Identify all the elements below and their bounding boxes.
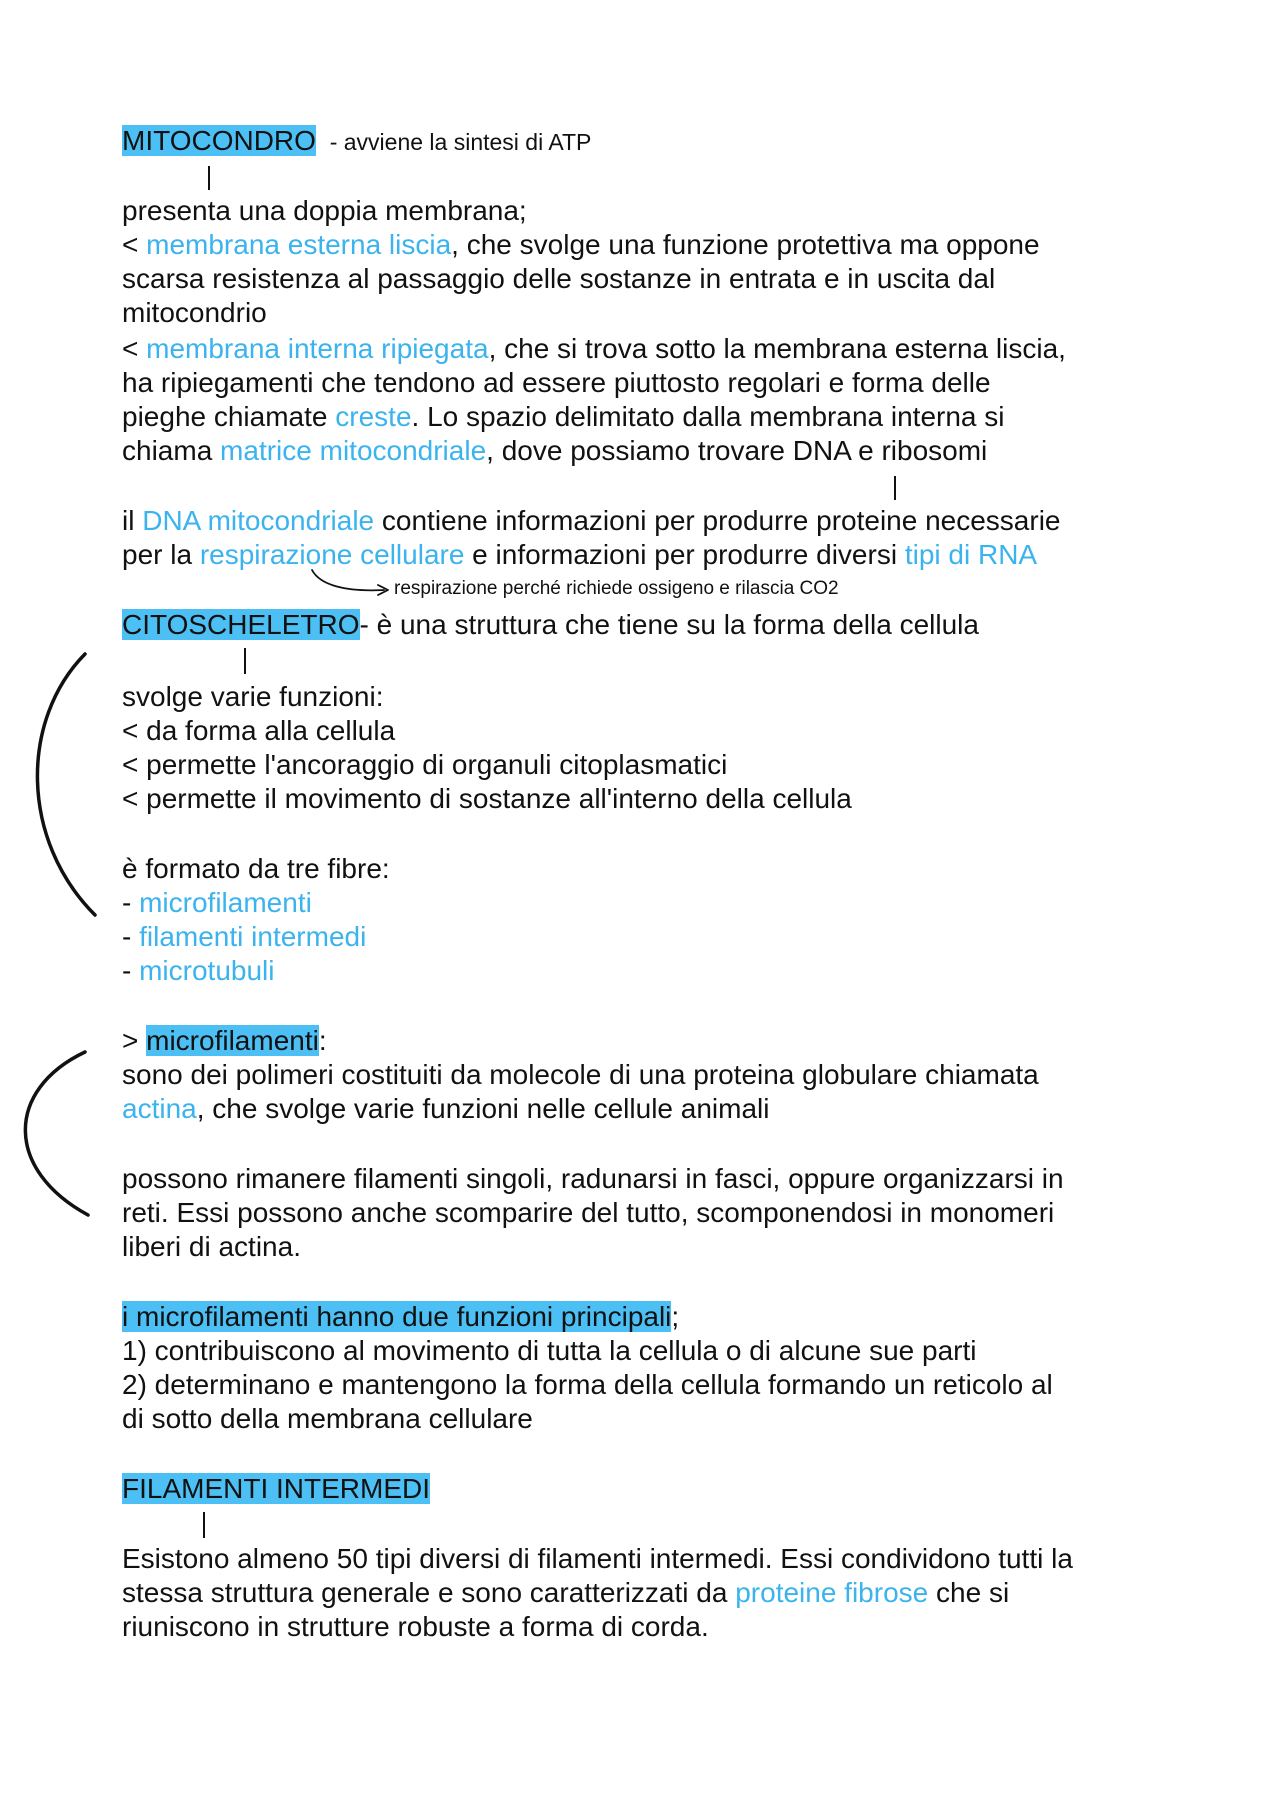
term-actina: actina	[122, 1093, 197, 1124]
text-line: svolge varie funzioni:	[122, 681, 384, 712]
mitocondro-title: MITOCONDRO	[122, 125, 316, 156]
dna-line: il DNA mitocondriale contiene informazioni per produrre proteine necessarie	[122, 505, 1061, 536]
text-line: ha ripiegamenti che tendono ad essere piuttosto regolari e forma delle	[122, 367, 991, 398]
filamenti-intermedi-title: FILAMENTI INTERMEDI	[122, 1473, 431, 1504]
text-line: possono rimanere filamenti singoli, radunarsi in fasci, oppure organizzarsi in	[122, 1163, 1064, 1194]
annotation-arrow-curve	[312, 570, 384, 590]
mitocondro-title-note: - avviene la sintesi di ATP	[329, 129, 592, 155]
text-line: pieghe chiamate creste. Lo spazio delimitato dalla membrana interna si	[122, 401, 1005, 432]
fibre-filamenti-intermedi: filamenti intermedi	[139, 921, 367, 952]
text-line: è formato da tre fibre:	[122, 853, 390, 884]
text-line: liberi di actina.	[122, 1231, 301, 1262]
text-line: actina, che svolge varie funzioni nelle cellule animali	[122, 1093, 770, 1124]
citoscheletro-title-note: - è una struttura che tiene su la forma della cellula	[359, 609, 979, 640]
term-dna-mitocondriale: DNA mitocondriale	[142, 505, 375, 536]
list-item: - filamenti intermedi	[122, 921, 367, 952]
term-proteine-fibrose: proteine fibrose	[735, 1577, 929, 1608]
text-line: Esistono almeno 50 tipi diversi di filamenti intermedi. Essi condividono tutti la	[122, 1543, 1073, 1574]
list-item: < permette il movimento di sostanze all'interno della cellula	[122, 783, 852, 814]
term-respirazione: respirazione cellulare	[199, 539, 465, 570]
term-membrana-esterna: membrana esterna liscia	[146, 229, 452, 260]
text-line: chiama matrice mitocondriale, dove possiamo trovare DNA e ribosomi	[122, 435, 988, 466]
fibre-microfilamenti: microfilamenti	[139, 887, 312, 918]
text-line: sono dei polimeri costituiti da molecole di una proteina globulare chiamata	[122, 1059, 1039, 1090]
microfilamenti-title: microfilamenti	[146, 1025, 319, 1056]
list-item: < da forma alla cellula	[122, 715, 396, 746]
list-item: di sotto della membrana cellulare	[122, 1403, 533, 1434]
microfilamenti-heading: > microfilamenti:	[122, 1025, 327, 1056]
text-line: scarsa resistenza al passaggio delle sostanze in entrata e in uscita dal	[122, 263, 996, 294]
text-line: reti. Essi possono anche scomparire del tutto, scomponendosi in monomeri	[122, 1197, 1055, 1228]
list-item: - microfilamenti	[122, 887, 312, 918]
list-item: - microtubuli	[122, 955, 275, 986]
left-bracket-microfilamenti	[25, 1052, 88, 1215]
annotation-respirazione: respirazione perché richiede ossigeno e rilascia CO2	[394, 578, 839, 599]
text-line: mitocondrio	[122, 297, 267, 328]
term-rna: tipi di RNA	[904, 539, 1038, 570]
dna-line: per la respirazione cellulare e informazioni per produrre diversi tipi di RNA	[122, 539, 1038, 570]
term-matrice: matrice mitocondriale	[220, 435, 487, 466]
text-line: riuniscono in strutture robuste a forma di corda.	[122, 1611, 709, 1642]
microfilamenti-functions-title: i microfilamenti hanno due funzioni principali	[122, 1301, 672, 1332]
citoscheletro-title: CITOSCHELETRO	[122, 609, 360, 640]
bullet-membrana-esterna: < membrana esterna liscia, che svolge una funzione protettiva ma oppone	[122, 229, 1040, 260]
text-line: stessa struttura generale e sono caratterizzati da proteine fibrose che si	[122, 1577, 1010, 1608]
left-bracket-citoscheletro	[37, 654, 95, 915]
list-item: 2) determinano e mantengono la forma della cellula formando un reticolo al	[122, 1369, 1053, 1400]
bullet-membrana-interna: < membrana interna ripiegata, che si trova sotto la membrana esterna liscia,	[122, 333, 1066, 364]
list-item: < permette l'ancoraggio di organuli citoplasmatici	[122, 749, 728, 780]
microfilamenti-functions-heading: i microfilamenti hanno due funzioni principali;	[122, 1301, 680, 1332]
list-item: 1) contribuiscono al movimento di tutta la cellula o di alcune sue parti	[122, 1335, 977, 1366]
fibre-microtubuli: microtubuli	[139, 955, 275, 986]
term-creste: creste	[335, 401, 412, 432]
mitocondro-line: presenta una doppia membrana;	[122, 195, 527, 226]
term-membrana-interna: membrana interna ripiegata	[146, 333, 489, 364]
